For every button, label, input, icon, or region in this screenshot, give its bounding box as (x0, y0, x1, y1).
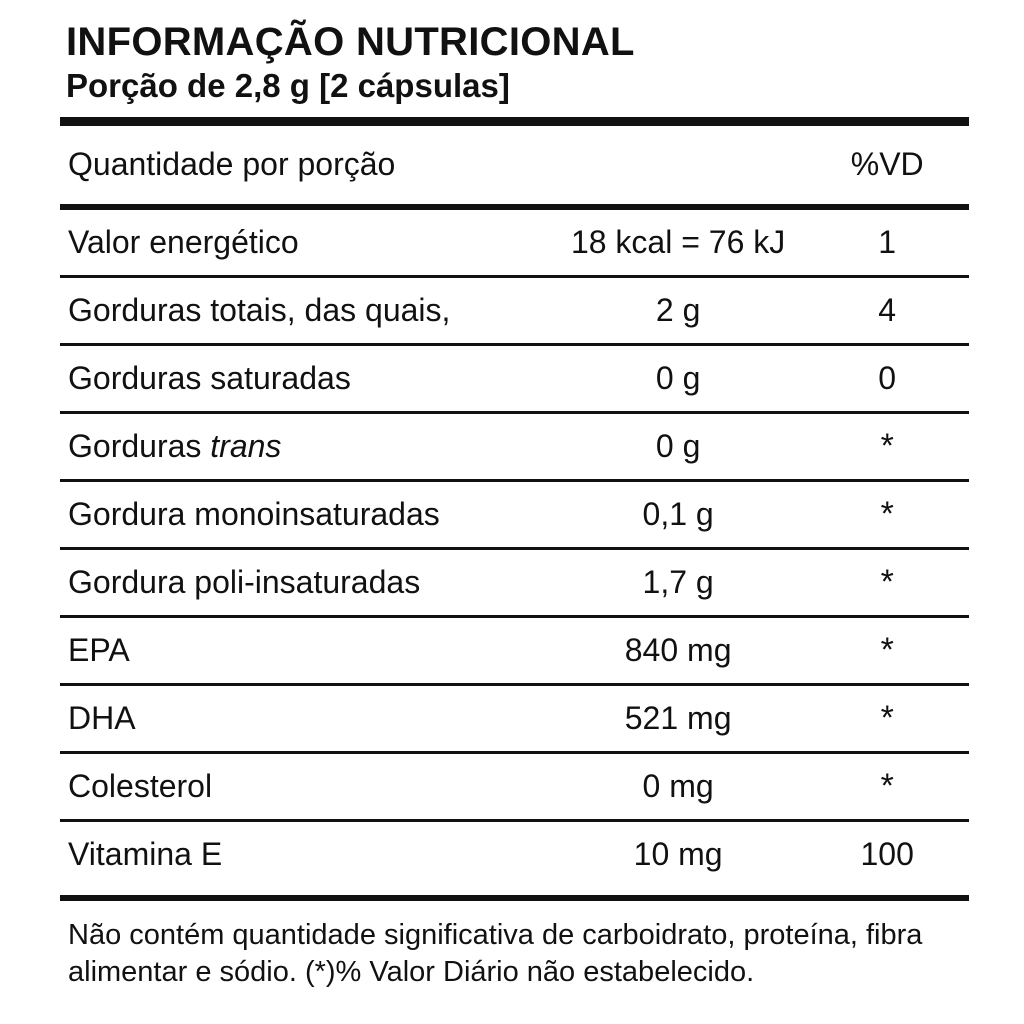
row-value: 0 mg (642, 767, 714, 804)
row-label: Vitamina E (68, 835, 223, 872)
serving-size-text: Porção de 2,8 g [2 cápsulas] (66, 66, 510, 104)
row-label: Gorduras totais, das quais, (68, 291, 451, 328)
row-label: Gordura monoinsaturadas (68, 495, 440, 532)
table-bottom-spacer (60, 887, 969, 895)
row-dv: * (880, 563, 894, 602)
header-amount-per-serving: Quantidade por porção (68, 146, 396, 183)
table-row (60, 618, 969, 683)
row-dv: * (880, 495, 894, 534)
row-dv: 4 (878, 291, 897, 328)
table-row (60, 482, 969, 547)
row-label: Gorduras saturadas (68, 359, 351, 396)
header-percent-dv: %VD (850, 146, 924, 183)
row-dv: * (880, 631, 894, 670)
nutrition-rows-table (60, 210, 969, 887)
row-value: 18 kcal = 76 kJ (570, 223, 786, 260)
row-value: 0 g (655, 359, 701, 396)
row-value: 0,1 g (642, 495, 714, 532)
divider-bottom (60, 895, 969, 901)
row-dv: * (880, 427, 894, 466)
footnote-line-2: alimentar e sódio. (*)% Valor Diário não estabelecido. (68, 955, 755, 988)
table-row (60, 346, 969, 411)
row-label: Gordura poli-insaturadas (68, 563, 421, 600)
row-label: DHA (68, 699, 136, 736)
row-value: 840 mg (624, 631, 732, 668)
row-value: 0 g (655, 427, 701, 464)
row-value: 521 mg (624, 699, 732, 736)
row-label-text: Gorduras (68, 427, 211, 464)
table-row (60, 550, 969, 615)
row-dv: 1 (878, 223, 897, 260)
row-value: 1,7 g (642, 563, 714, 600)
row-dv: 0 (878, 359, 897, 396)
row-dv: * (880, 767, 894, 806)
row-dv: 100 (860, 835, 914, 872)
table-row (60, 414, 969, 479)
row-value: 2 g (655, 291, 701, 328)
table-row (60, 278, 969, 343)
footnote (60, 917, 969, 991)
row-value: 10 mg (633, 835, 723, 872)
row-label (60, 414, 551, 479)
row-label-italic: trans (210, 427, 282, 464)
table-row (60, 686, 969, 751)
row-dv: * (880, 699, 894, 738)
row-label: Valor energético (68, 223, 299, 260)
row-label: Colesterol (68, 767, 213, 804)
row-label: EPA (68, 631, 130, 668)
divider-top (60, 117, 969, 126)
table-row (60, 210, 969, 275)
page-title: INFORMAÇÃO NUTRICIONAL (66, 20, 635, 64)
footnote-line-1: Não contém quantidade significativa de carboidrato, proteína, fibra (68, 918, 923, 951)
table-header-row (60, 126, 969, 204)
table-row (60, 822, 969, 887)
nutrition-table (60, 126, 969, 204)
table-row (60, 754, 969, 819)
